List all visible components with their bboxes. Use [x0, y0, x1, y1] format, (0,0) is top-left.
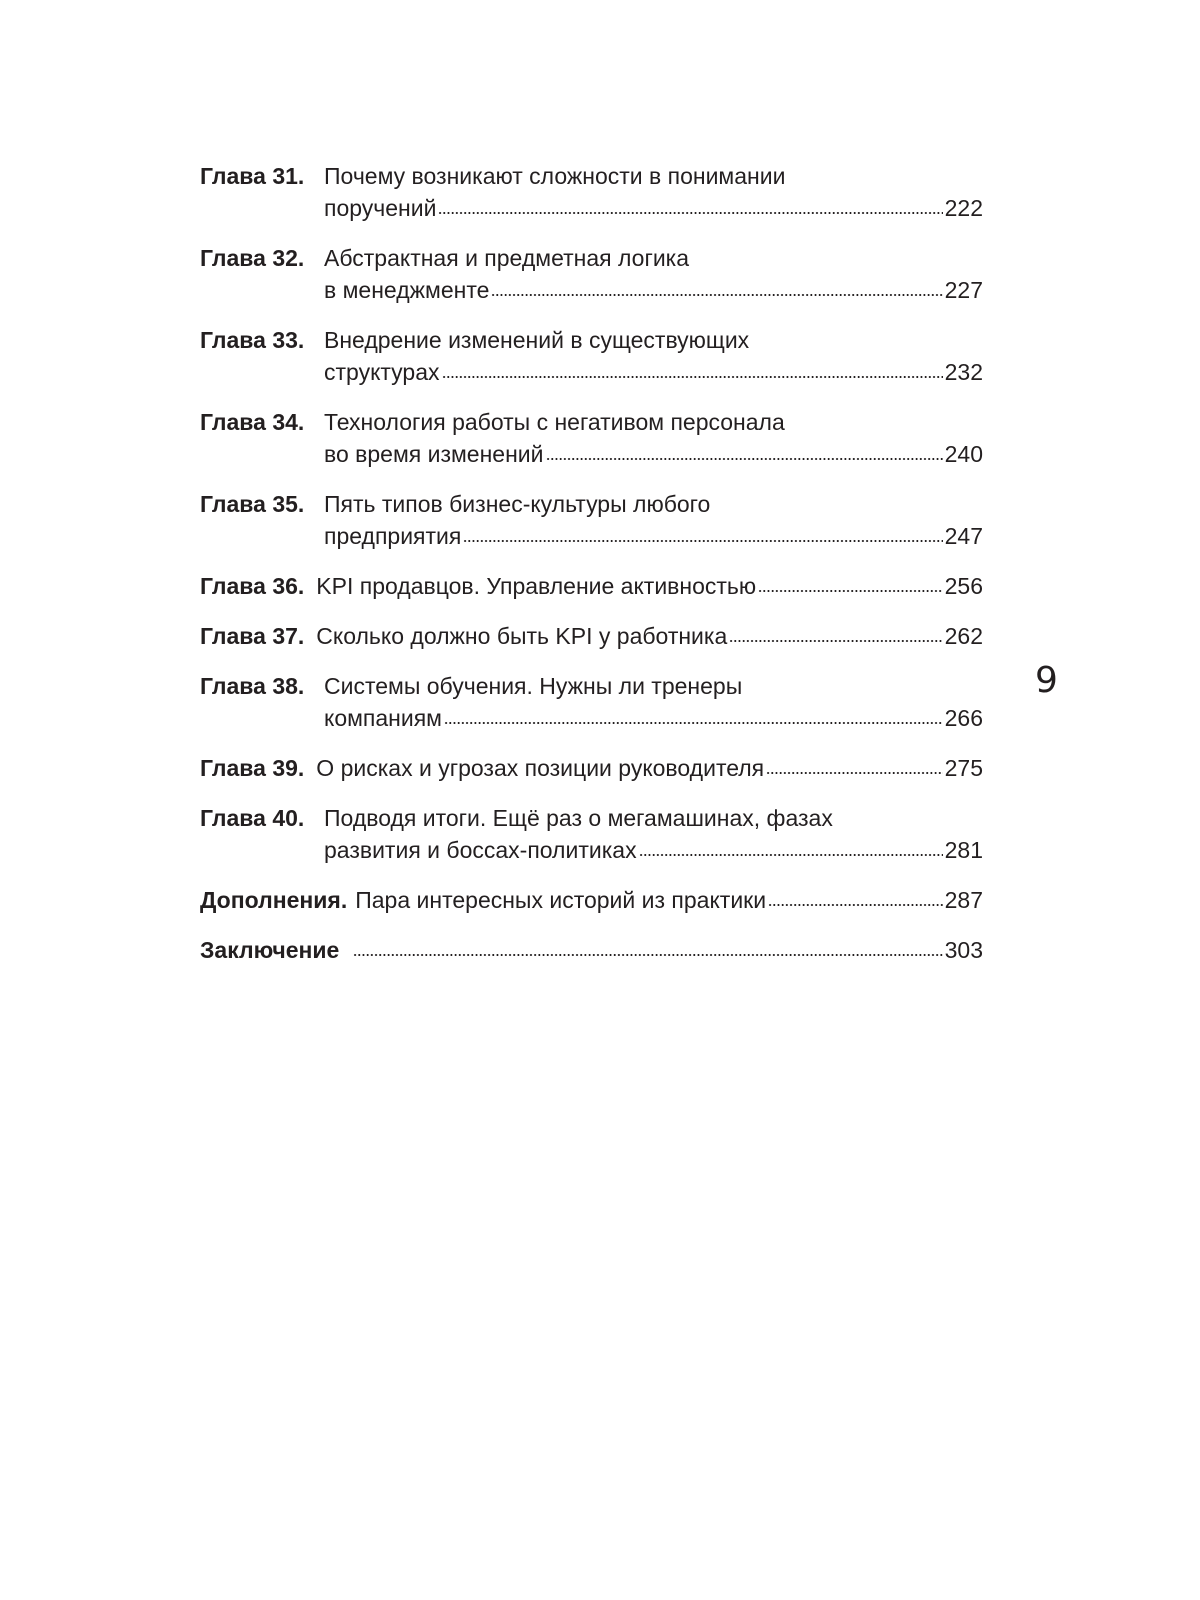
dot-leader [766, 771, 943, 775]
toc-entry-chapter-34 [200, 406, 983, 470]
toc-entry-conclusion [200, 934, 983, 966]
toc-entry-chapter-32 [200, 242, 983, 306]
page-number: 303 [944, 937, 983, 963]
chapter-label: Глава 40. [200, 805, 305, 831]
toc-entry-chapter-35 [200, 488, 983, 552]
chapter-label: Глава 39. [200, 755, 305, 781]
toc-entry-chapter-36 [200, 570, 983, 602]
chapter-title-continuation: компаниям [324, 705, 442, 731]
page-number: 232 [944, 359, 983, 385]
chapter-title: Сколько должно быть KPI у работника [316, 623, 728, 649]
dot-leader [438, 211, 942, 215]
toc-entry-chapter-37 [200, 620, 983, 652]
page-number: 256 [944, 573, 983, 599]
toc-entry-chapter-33 [200, 324, 983, 388]
toc-entry-chapter-39 [200, 752, 983, 784]
chapter-title: KPI продавцов. Управление активностью [316, 573, 757, 599]
page-folio-number: 9 [1035, 660, 1058, 701]
page-number: 287 [944, 887, 983, 913]
chapter-title-continuation: структурах [324, 359, 440, 385]
page-number: 266 [944, 705, 983, 731]
dot-leader [491, 293, 942, 297]
chapter-title-continuation: в менеджменте [324, 277, 490, 303]
chapter-title: Системы обучения. Нужны ли тренеры [324, 673, 743, 699]
dot-leader [353, 953, 942, 957]
appendix-title: Пара интересных историй из практики [355, 887, 767, 913]
chapter-label: Глава 31. [200, 163, 305, 189]
dot-leader [442, 375, 943, 379]
dot-leader [758, 589, 942, 593]
chapter-title: Внедрение изменений в существующих [324, 327, 750, 353]
dot-leader [444, 721, 943, 725]
appendix-label: Дополнения. [200, 887, 348, 913]
page-number: 227 [944, 277, 983, 303]
dot-leader [546, 457, 943, 461]
chapter-title: Абстрактная и предметная логика [324, 245, 690, 271]
chapter-label: Глава 32. [200, 245, 305, 271]
page-number: 281 [944, 837, 983, 863]
chapter-title-continuation: развития и боссах-политиках [324, 837, 637, 863]
chapter-title: Технология работы с негативом персонала [324, 409, 785, 435]
toc-entry-chapter-40 [200, 802, 983, 866]
page-number: 240 [944, 441, 983, 467]
table-of-contents [200, 160, 983, 984]
chapter-title: Почему возникают сложности в понимании [324, 163, 786, 189]
toc-entry-appendix [200, 884, 983, 916]
page-number: 222 [944, 195, 983, 221]
chapter-label: Глава 38. [200, 673, 305, 699]
chapter-title-continuation: предприятия [324, 523, 462, 549]
chapter-title: Подводя итоги. Ещё раз о мегамашинах, фазах [324, 805, 833, 831]
chapter-label: Глава 33. [200, 327, 305, 353]
conclusion-label: Заключение [200, 937, 340, 963]
dot-leader [463, 539, 942, 543]
toc-entry-chapter-31 [200, 160, 983, 224]
page-number: 275 [944, 755, 983, 781]
chapter-title-continuation: во время изменений [324, 441, 544, 467]
chapter-title: О рисках и угрозах позиции руководителя [316, 755, 765, 781]
chapter-label: Глава 37. [200, 623, 305, 649]
chapter-label: Глава 36. [200, 573, 305, 599]
dot-leader [768, 903, 943, 907]
dot-leader [729, 639, 942, 643]
chapter-title: Пять типов бизнес-культуры любого [324, 491, 711, 517]
toc-entry-chapter-38 [200, 670, 983, 734]
chapter-label: Глава 35. [200, 491, 305, 517]
chapter-label: Глава 34. [200, 409, 305, 435]
page-number: 247 [944, 523, 983, 549]
page-number: 262 [944, 623, 983, 649]
dot-leader [639, 853, 943, 857]
chapter-title-continuation: поручений [324, 195, 437, 221]
